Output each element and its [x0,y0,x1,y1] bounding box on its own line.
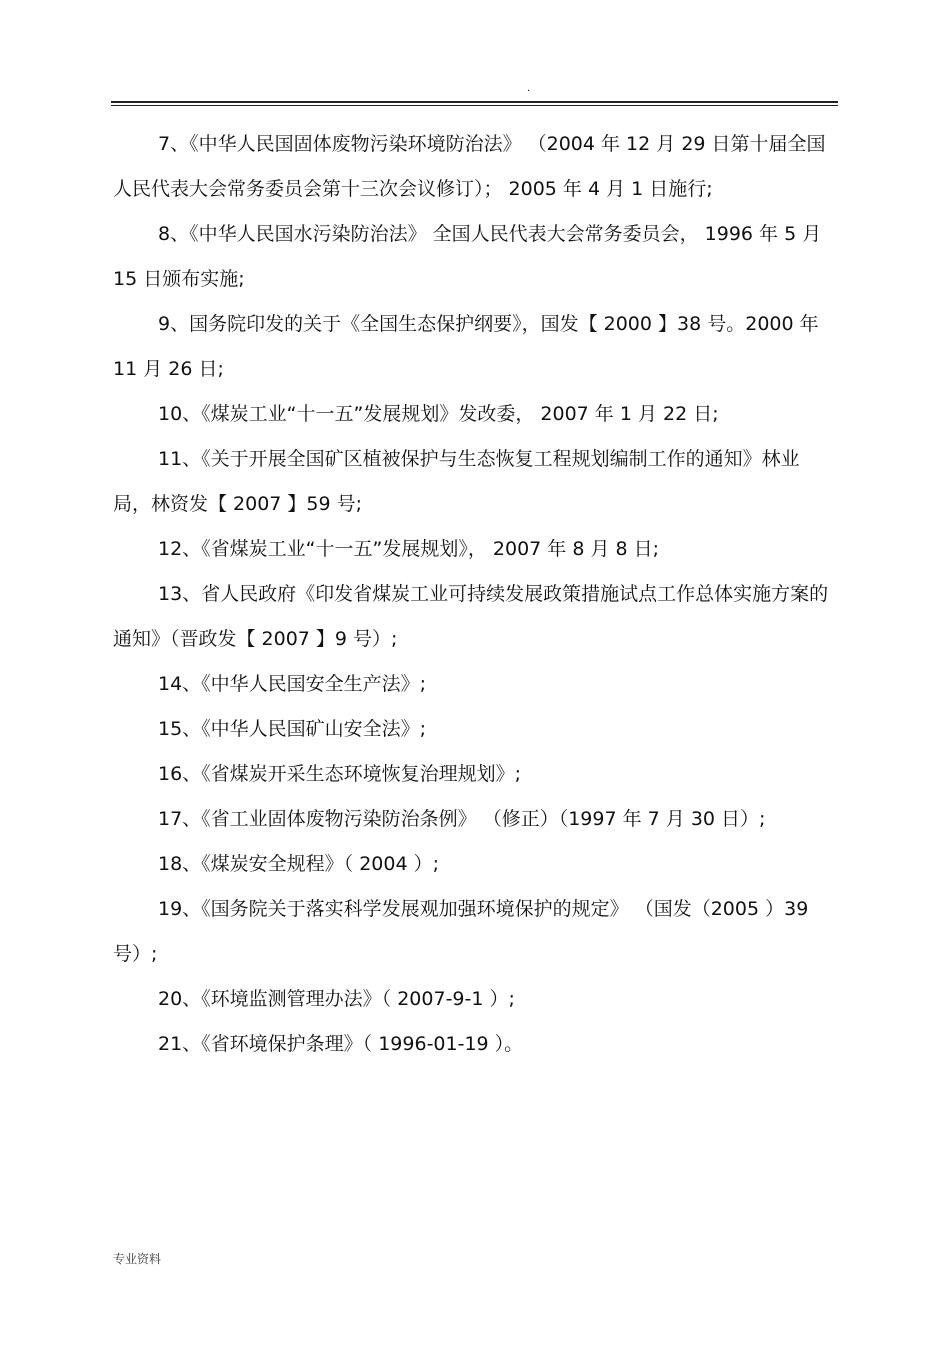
list-item: 19、《国务院关于落实科学发展观加强环境保护的规定》 （国发（2005 ）39 号）; [113,898,815,965]
list-item: 18、《煤炭安全规程》（ 2004 ）; [158,853,440,875]
list-item: 20、《环境监测管理办法》（ 2007-9-1 ）; [158,988,515,1010]
list-item: 17、《省工业固体废物污染防治条例》 （修正）（1997 年 7 月 30 日）; [158,808,766,830]
list-item: 12、《省煤炭工业“十一五”发展规划》， 2007 年 8 月 8 日; [158,538,660,560]
header-rule-thin [111,105,838,106]
list-item: 8、《中华人民国水污染防治法》 全国人民代表大会常务委员会， 1996 年 5 月 15 日颁布实施; [113,223,828,290]
footer-label: 专业资料 [113,1252,162,1266]
list-item: 15、《中华人民国矿山安全法》; [158,718,427,740]
header-rule-thick [111,101,838,103]
list-item: 7、《中华人民国固体废物污染环境防治法》 （2004 年 12 月 29 日第十届全国人民代表大会常务委员会第十三次会议修订）； 2005 年 4 月 1 日施行; [113,133,826,200]
regulation-list [113,122,835,1067]
list-item: 9、国务院印发的关于《全国生态保护纲要》，国发【 2000 】38 号。2000 年 11 月 26 日; [113,313,825,380]
header-mark: . [527,83,531,94]
list-item: 21、《省环境保护条理》（ 1996-01-19 ）。 [158,1033,524,1055]
list-item: 13、省人民政府《印发省煤炭工业可持续发展政策措施试点工作总体实施方案的通知》（晋政发【 2007 】9 号）; [113,583,829,650]
list-item: 16、《省煤炭开采生态环境恢复治理规划》; [158,763,522,785]
list-item: 14、《中华人民国安全生产法》; [158,673,427,695]
list-item: 11、《关于开展全国矿区植被保护与生态恢复工程规划编制工作的通知》林业局，林资发【 2007 】59 号; [113,448,800,515]
list-item: 10、《煤炭工业“十一五”发展规划》发改委， 2007 年 1 月 22 日; [158,403,719,425]
